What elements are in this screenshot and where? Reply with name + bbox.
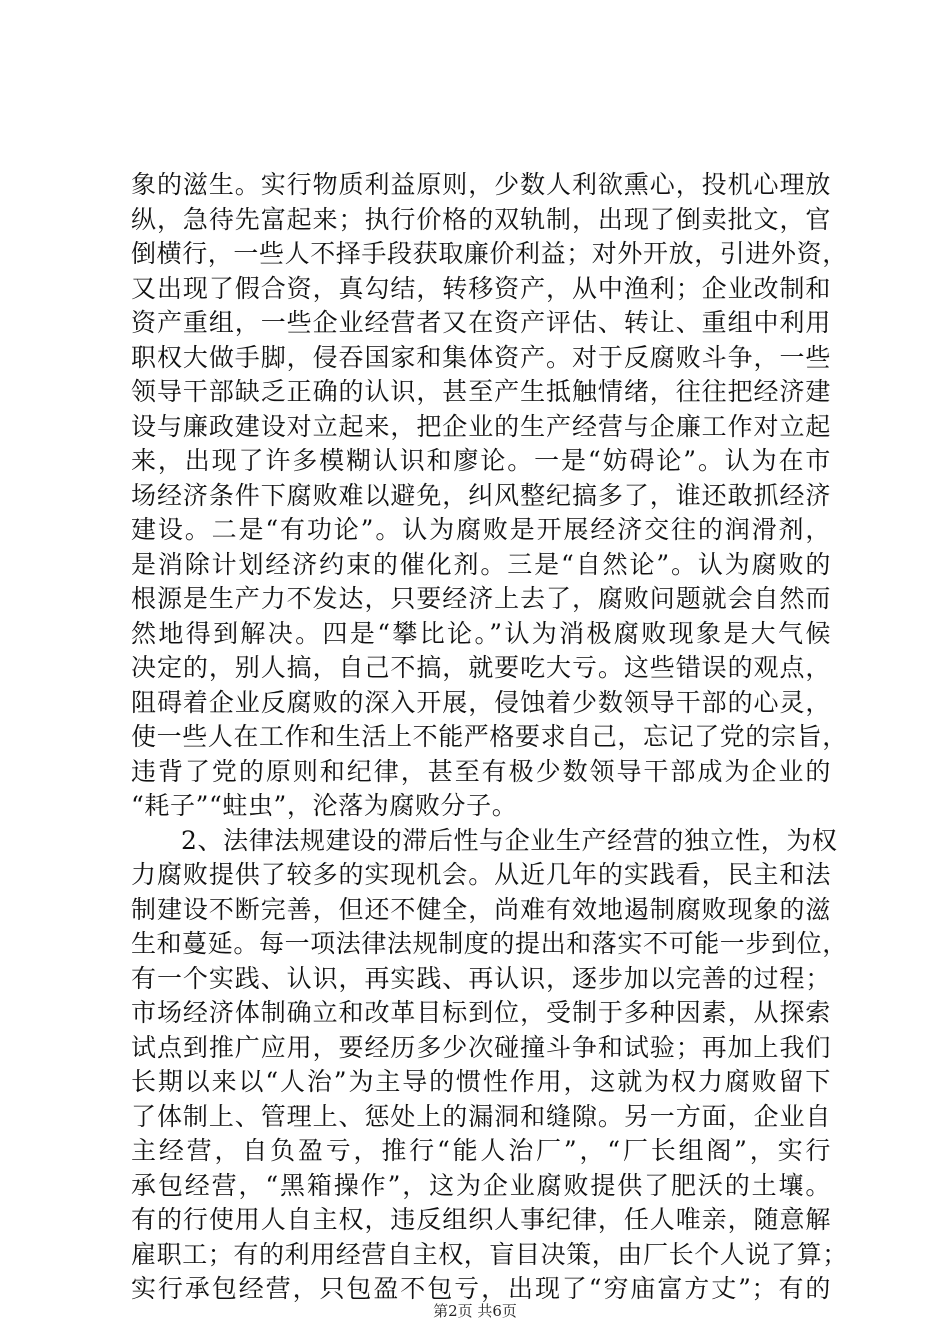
text-line: 生和蔓延。每一项法律法规制度的提出和落实不可能一步到位， [131, 929, 848, 958]
page-footer [0, 1300, 950, 1321]
text-line: 长期以来以“人治”为主导的惯性作用，这就为权力腐败留下 [131, 1067, 831, 1096]
paragraph-2 [131, 824, 848, 1307]
text-line: 试点到推广应用，要经历多少次碰撞斗争和试验；再加上我们 [131, 1032, 831, 1062]
text-line: 承包经营，“黑箱操作”，这为企业腐败提供了肥沃的土壤。 [131, 1170, 831, 1200]
text-line: 有的行使用人自主权，违反组织人事纪律，任人唯亲，随意解 [131, 1205, 831, 1234]
text-line: 纵，急待先富起来；执行价格的双轨制，出现了倒卖批文，官 [131, 204, 831, 234]
text-line: 主经营，自负盈亏，推行“能人治厂”，“厂长组阁”，实行 [131, 1136, 831, 1165]
text-line: 制建设不断完善，但还不健全，尚难有效地遏制腐败现象的滋 [131, 894, 831, 924]
text-line: 违背了党的原则和纪律，甚至有极少数领导干部成为企业的 [131, 756, 831, 786]
text-line: 市场经济体制确立和改革目标到位，受制于多种因素，从探索 [131, 998, 831, 1027]
text-line: 雇职工；有的利用经营自主权，盲目决策，由厂长个人说了算； [131, 1239, 848, 1269]
text-line: 是消除计划经济约束的催化剂。三是“自然论”。认为腐败的 [131, 549, 831, 579]
text-line: 倒横行，一些人不择手段获取廉价利益；对外开放，引进外资， [131, 239, 848, 268]
text-line: 场经济条件下腐败难以避免，纠风整纪搞多了，谁还敢抓经济 [131, 480, 831, 510]
text-line: 象的滋生。实行物质利益原则，少数人利欲熏心，投机心理放 [131, 170, 831, 199]
text-line: 资产重组，一些企业经营者又在资产评估、转让、重组中利用 [131, 308, 831, 337]
text-line: 决定的，别人搞，自己不搞，就要吃大亏。这些错误的观点， [131, 653, 831, 682]
page-number-label: 第2页 共6页 [433, 1302, 517, 1320]
paragraph-1 [131, 168, 848, 824]
text-line: 力腐败提供了较多的实现机会。从近几年的实践看，民主和法 [131, 860, 831, 889]
text-line: 领导干部缺乏正确的认识，甚至产生抵触情绪，往往把经济建 [131, 377, 831, 406]
text-line: 建设。二是“有功论”。认为腐败是开展经济交往的润滑剂， [131, 515, 831, 544]
text-line: 使一些人在工作和生活上不能严格要求自己，忘记了党的宗旨， [131, 722, 848, 751]
text-line: 来，出现了许多模糊认识和廖论。一是“妨碍论”。认为在市 [131, 446, 831, 475]
text-line: 根源是生产力不发达，只要经济上去了，腐败问题就会自然而 [131, 584, 831, 613]
text-line: 阻碍着企业反腐败的深入开展，侵蚀着少数领导干部的心灵， [131, 687, 831, 717]
text-line: 有一个实践、认识，再实践、再认识，逐步加以完善的过程； [131, 963, 831, 993]
text-line: 职权大做手脚，侵吞国家和集体资产。对于反腐败斗争，一些 [131, 342, 831, 372]
text-line: 2、法律法规建设的滞后性与企业生产经营的独立性，为权 [181, 825, 838, 855]
body-text [131, 168, 848, 1307]
text-line: 然地得到解决。四是“攀比论。”认为消极腐败现象是大气候 [131, 618, 831, 648]
text-line: 又出现了假合资，真勾结，转移资产，从中渔利；企业改制和 [131, 273, 831, 303]
text-line: 实行承包经营，只包盈不包亏，出现了“穷庙富方丈”；有的 [131, 1274, 831, 1303]
text-line: 设与廉政建设对立起来，把企业的生产经营与企廉工作对立起 [131, 411, 831, 441]
text-line: 了体制上、管理上、惩处上的漏洞和缝隙。另一方面，企业自 [131, 1101, 831, 1131]
text-line: “耗子”“蛀虫”，沦落为腐败分子。 [131, 791, 518, 820]
